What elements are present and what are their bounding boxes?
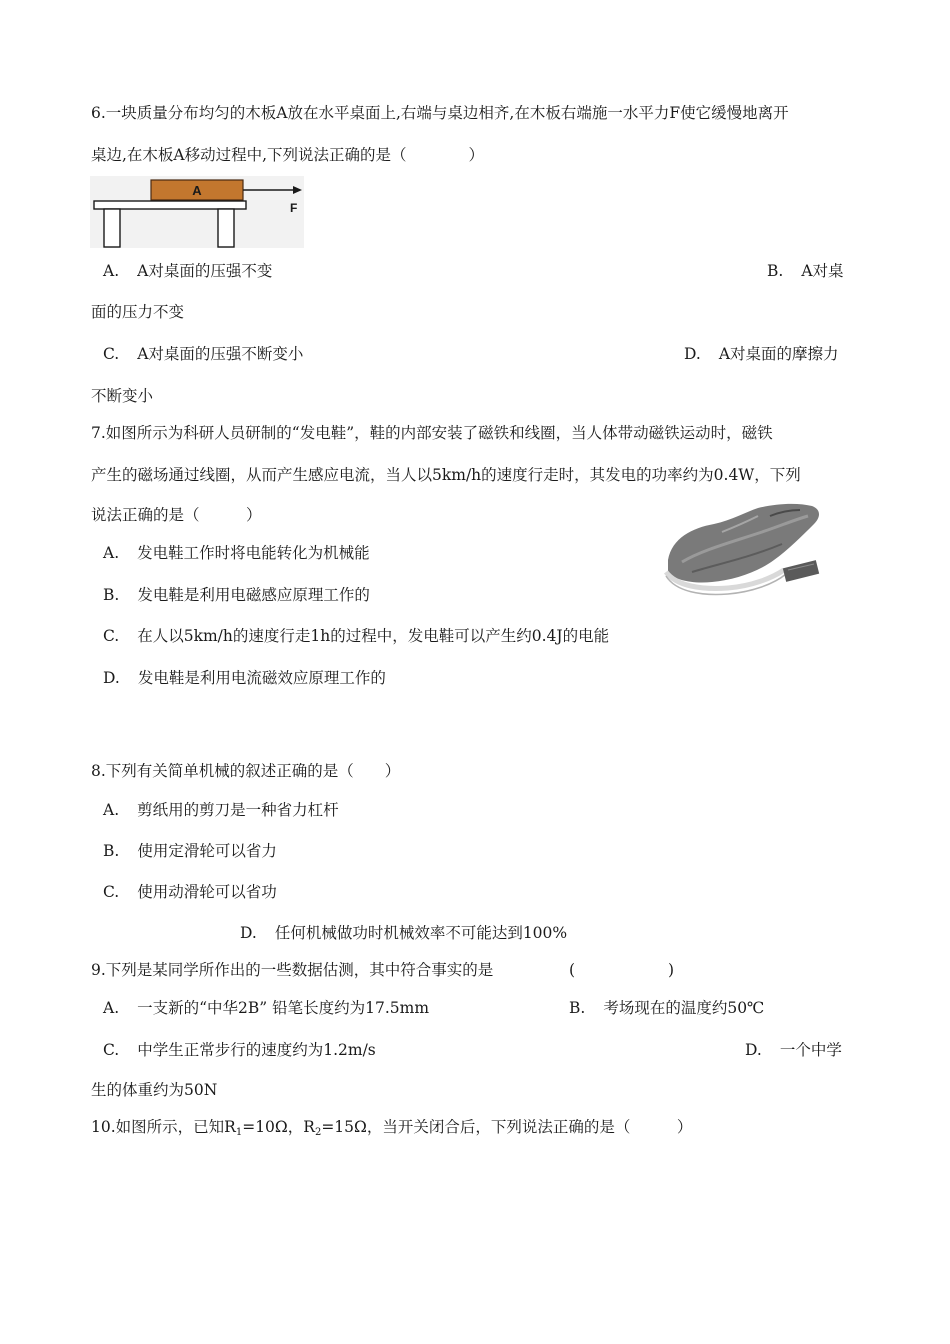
magnet-coil-device — [783, 560, 819, 582]
q10-stem: 10.如图所示，已知$R_1=10\Omega$，$R_2=15\Omega$，当开关闭合后，下列说法正确的是（ ） — [91, 1118, 693, 1138]
q7-option-b: B. 发电鞋是利用电磁感应原理工作的 — [103, 586, 370, 604]
table-top — [94, 201, 246, 209]
q7-stem-line1: 7.如图所示为科研人员研制的“发电鞋”，鞋的内部安装了磁铁和线圈，当人体带动磁铁运动时，磁铁 — [91, 424, 773, 442]
q6-option-b-cont: 面的压力不变 — [91, 303, 185, 321]
q8-option-a: A. 剪纸用的剪刀是一种省力杠杆 — [103, 801, 339, 819]
q6-option-a: A. A对桌面的压强不变 — [103, 262, 273, 280]
q9-option-b: B. 考场现在的温度约50℃ — [569, 999, 765, 1017]
q6-board-on-table-figure — [90, 176, 304, 248]
q6-stem-line2: 桌边,在木板A移动过程中,下列说法正确的是（ ） — [91, 146, 485, 164]
q9-option-d: D. 一个中学 — [745, 1041, 842, 1059]
table-leg-right — [218, 209, 234, 247]
q8-option-b: B. 使用定滑轮可以省力 — [103, 842, 277, 860]
force-label: F — [290, 201, 298, 215]
q6-option-d: D. A对桌面的摩擦力 — [684, 345, 839, 363]
q6-option-c: C. A对桌面的压强不断变小 — [103, 345, 304, 363]
q9-stem: 9.下列是某同学所作出的一些数据估测，其中符合事实的是 — [91, 961, 494, 979]
q6-stem-line1: 6.一块质量分布均匀的木板A放在水平桌面上,右端与桌边相齐,在木板右端施一水平力F使它缓慢地离开 — [91, 104, 789, 122]
board-label: A — [192, 183, 202, 198]
q7-option-c: C. 在人以5km/h的速度行走1h的过程中，发电鞋可以产生约0.4J的电能 — [103, 627, 610, 645]
q9-answer-paren: ( ) — [569, 961, 675, 979]
q6-option-d-cont: 不断变小 — [91, 387, 154, 405]
q7-option-a: A. 发电鞋工作时将电能转化为机械能 — [103, 544, 370, 562]
q7-option-d: D. 发电鞋是利用电流磁效应原理工作的 — [103, 669, 386, 687]
q6-option-b: B. A对桌 — [767, 262, 844, 280]
q7-stem-line3: 说法正确的是（ ） — [91, 506, 262, 524]
q9-option-c: C. 中学生正常步行的速度约为1.2m/s — [103, 1041, 376, 1059]
table-leg-left — [104, 209, 120, 247]
q7-stem-line2: 产生的磁场通过线圈，从而产生感应电流，当人以5km/h的速度行走时，其发电的功率约为0.4W，下列 — [91, 466, 801, 484]
q8-stem: 8.下列有关简单机械的叙述正确的是（ ） — [91, 762, 401, 780]
q9-option-d-cont: 生的体重约为50N — [91, 1081, 218, 1099]
q8-option-d: D. 任何机械做功时机械效率不可能达到100% — [240, 924, 568, 942]
q9-option-a: A. 一支新的“中华2B” 铅笔长度约为17.5mm — [103, 999, 430, 1017]
power-shoe-image — [662, 502, 842, 598]
q8-option-c: C. 使用动滑轮可以省功 — [103, 883, 277, 901]
